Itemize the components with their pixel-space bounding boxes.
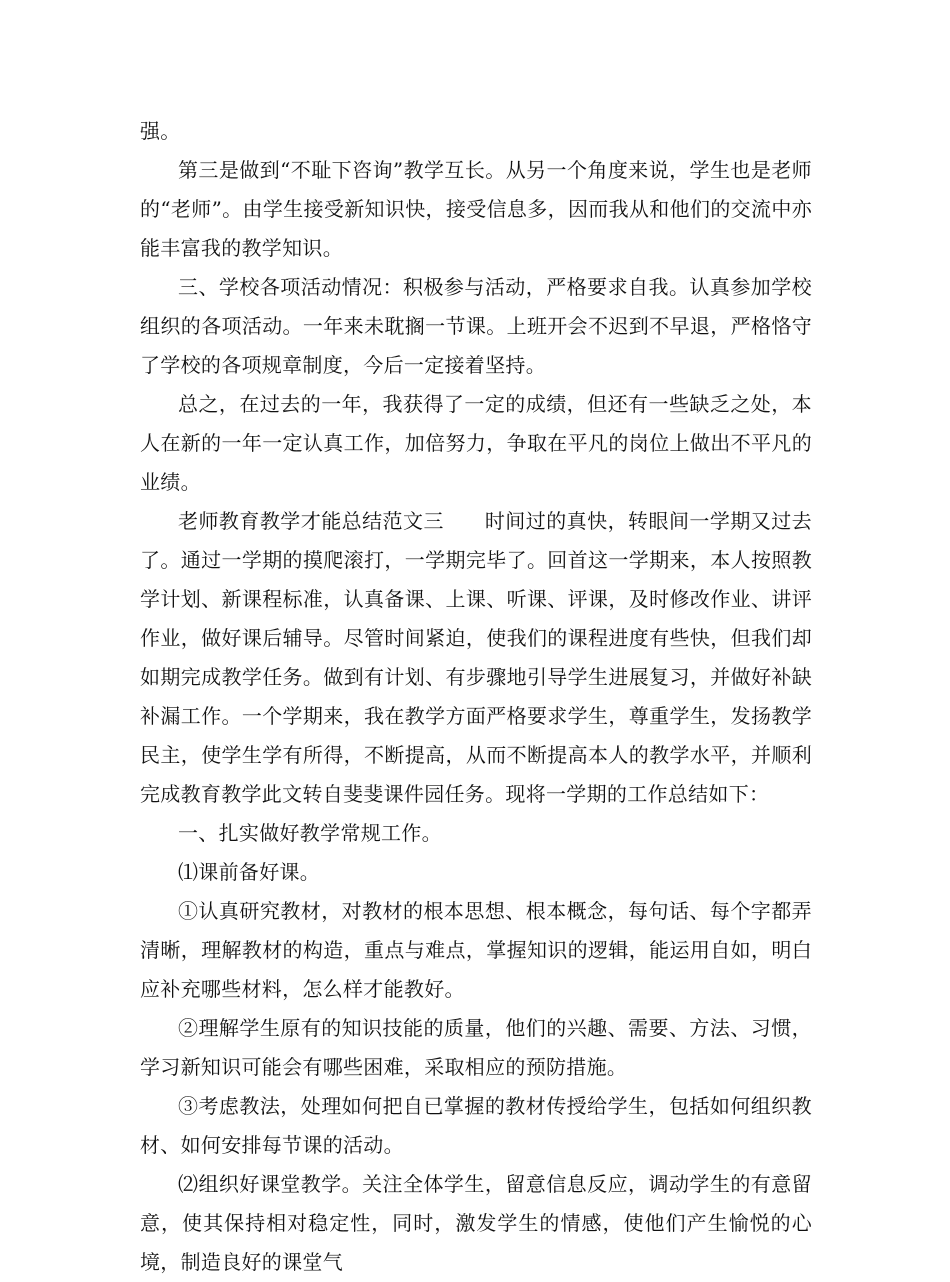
document-body [140, 112, 812, 1282]
subheading-lesson-prep: ⑴课前备好课。 [178, 860, 321, 884]
paragraph-continuation: 强。 [140, 119, 181, 143]
paragraph-school-activities: 三、学校各项活动情况：积极参与活动，严格要求自我。认真参加学校组织的各项活动。一年来未耽搁一节课。上班开会不迟到不早退，严格恪守了学校的各项规章制度，今后一定接着坚持。 [140, 275, 812, 377]
paragraph-study-materials: ①认真研究教材，对教材的根本思想、根本概念，每句话、每个字都弄清晰，理解教材的构造，重点与难点，掌握知识的逻辑，能运用自如，明白应补充哪些材料，怎么样才能教好。 [140, 899, 812, 1001]
heading-routine-work: 一、扎实做好教学常规工作。 [178, 821, 442, 845]
paragraph-humble-inquiry: 第三是做到“不耻下咨询”教学互长。从另一个角度来说，学生也是老师的“老师”。由学生接受新知识快，接受信息多，因而我从和他们的交流中亦能丰富我的教学知识。 [140, 158, 812, 260]
paragraph-understand-students: ②理解学生原有的知识技能的质量，他们的兴趣、需要、方法、习惯，学习新知识可能会有哪些困难，采取相应的预防措施。 [140, 1016, 812, 1079]
paragraph-conclusion: 总之，在过去的一年，我获得了一定的成绩，但还有一些缺乏之处，本人在新的一年一定认真工作，加倍努力，争取在平凡的岗位上做出不平凡的业绩。 [140, 392, 812, 494]
paragraph-sample-three-intro: 老师教育教学才能总结范文三 时间过的真快，转眼间一学期又过去了。通过一学期的摸爬滚打，一学期完毕了。回首这一学期来，本人按照教学计划、新课程标准，认真备课、上课、听课、评课，及时修改作业、讲评作业，做好课后辅导。尽管时间紧迫，使我们的课程进度有些快，但我们却如期完成教学任务。做到有计划、有步骤地引导学生进展复习，并做好补缺补漏工作。一个学期来，我在教学方面严格要求学生，尊重学生，发扬教学民主，使学生学有所得，不断提高，从而不断提高本人的教学水平，并顺利完成教育教学此文转自斐斐课件园任务。现将一学期的工作总结如下： [140, 509, 812, 806]
paragraph-teaching-methods: ③考虑教法，处理如何把自已掌握的教材传授给学生，包括如何组织教材、如何安排每节课的活动。 [140, 1094, 812, 1157]
paragraph-classroom-organization: ⑵组织好课堂教学。关注全体学生，留意信息反应，调动学生的有意留意，使其保持相对稳定性，同时，激发学生的情感，使他们产生愉悦的心境，制造良好的课堂气 [140, 1172, 812, 1274]
